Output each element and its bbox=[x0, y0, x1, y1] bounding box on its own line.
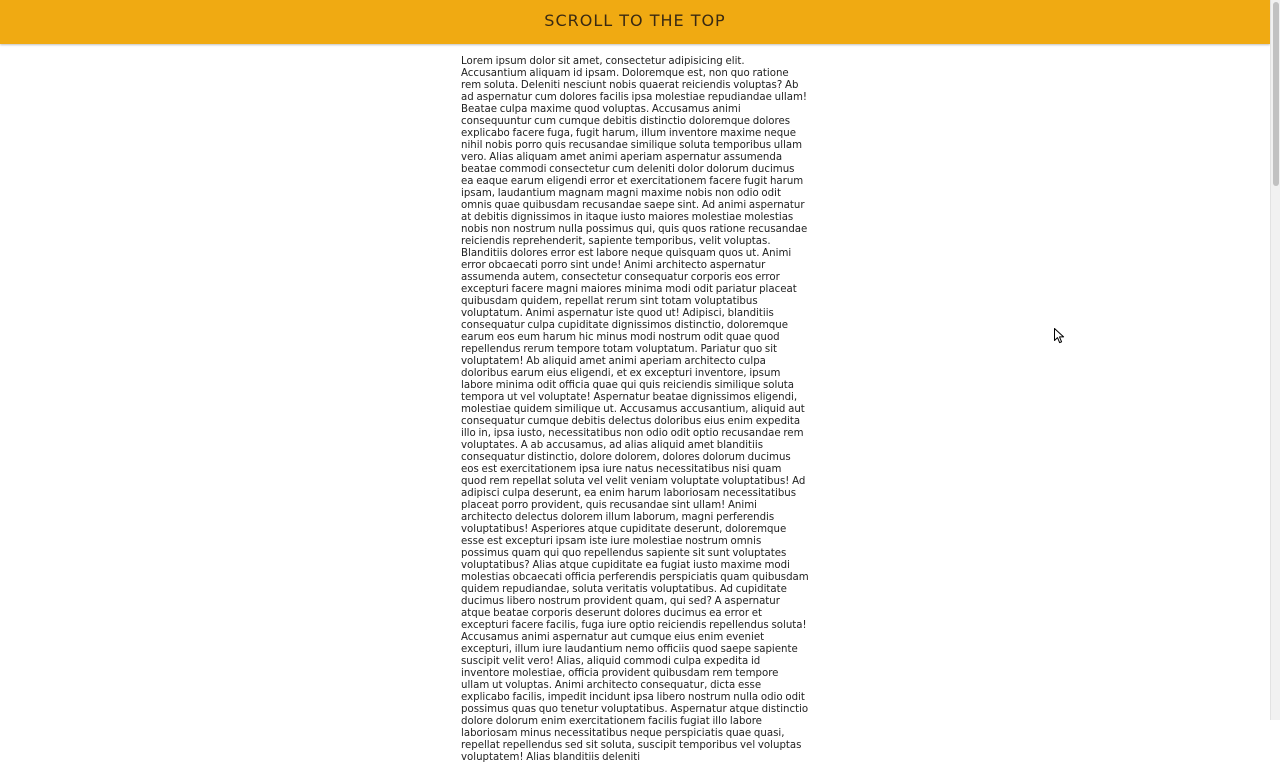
page-header bbox=[0, 0, 1270, 44]
mouse-pointer-icon bbox=[1054, 328, 1066, 344]
scroll-to-top-heading[interactable]: SCROLL TO THE TOP bbox=[544, 10, 726, 30]
lorem-ipsum-text: Lorem ipsum dolor sit amet, consectetur adipisicing elit. Accusantium aliquam id ipsam. Doloremque est, non quo ratione rem soluta. Deleniti nesciunt nobis quaerat reiciendis voluptas? Ab ad aspernatur cum dolores facilis ipsa molestiae repudiandae ullam! Beatae culpa maxime quod voluptas. Accusamus animi consequuntur cum cumque debitis distinctio doloremque dolores explicabo facere fuga, fugit harum, illum inventore maxime neque nihil nobis porro quis recusandae similique soluta temporibus ullam vero. Alias aliquam amet animi aperiam aspernatur assumenda beatae commodi consectetur cum deleniti dolor dolorum ducimus ea eaque earum eligendi error et exercitationem facere fugit harum ipsam, laudantium magnam magni maxime nobis non odio odit omnis quae quibusdam recusandae saepe sint. Ad animi aspernatur at debitis dignissimos in itaque iusto maiores molestiae molestias nobis non nostrum nulla possimus qui, quis quos ratione recusandae reiciendis reprehenderit, sapiente temporibus, velit voluptas. Blanditiis dolores error est labore neque quisquam quos ut. Animi error obcaecati porro sint unde! Animi architecto aspernatur assumenda autem, consectetur consequatur corporis eos error excepturi facere magni maiores minima modi odit pariatur placeat quibusdam quidem, repellat rerum sint totam voluptatibus voluptatum. Animi aspernatur iste quod ut! Adipisci, blanditiis consequatur culpa cupiditate dignissimos distinctio, doloremque earum eos eum harum hic minus modi nostrum odit quae quod repellendus rerum tempore totam voluptatum. Pariatur quo sit voluptatem! Ab aliquid amet animi aperiam architecto culpa doloribus earum eius eligendi, et ex excepturi inventore, ipsum labore minima odit officia quae qui quis reiciendis similique soluta tempora ut vel voluptate! Aspernatur beatae dignissimos eligendi, molestiae quidem similique ut. Accusamus accusantium, aliquid aut consequatur cumque debitis delectus doloribus eius enim expedita illo in, ipsa iusto, necessitatibus non odio odit optio recusandae rem voluptates. A ab accusamus, ad alias aliquid amet blanditiis consequatur distinctio, dolore dolorem, dolores dolorum ducimus eos est exercitationem ipsa iure natus necessitatibus nisi quam quod rem repellat soluta vel velit veniam voluptate voluptatibus! Ad adipisci culpa deserunt, ea enim harum laboriosam necessitatibus placeat porro provident, quis recusandae sint ullam! Animi architecto delectus dolorem illum laborum, magni perferendis voluptatibus! Asperiores atque cupiditate deserunt, doloremque esse est excepturi ipsam iste iure molestiae nostrum omnis possimus quam qui quo repellendus sapiente sit sunt voluptates voluptatibus? Alias atque cupiditate ea fugiat iusto maxime modi molestias obcaecati officia perferendis perspiciatis quam quibusdam quidem repudiandae, soluta veritatis voluptatibus. Ad cupiditate ducimus libero nostrum provident quam, qui sed? A aspernatur atque beatae corporis deserunt dolores ducimus ea error et excepturi facere facilis, fuga iure optio reiciendis repellendus soluta! Accusamus animi aspernatur aut cumque eius enim eveniet excepturi, illum iure laudantium nemo officiis quod saepe sapiente suscipit velit vero! Alias, aliquid commodi culpa expedita id inventore molestiae, officia provident quibusdam rem tempore ullam ut voluptas. Animi architecto consequatur, dicta esse explicabo facilis, impedit incidunt ipsa libero nostrum nulla odio odit possimus quas quo tenetur voluptatibus. Aspernatur atque distinctio dolore dolorum enim exercitationem facilis fugiat illo labore laboriosam minus necessitatibus neque perspiciatis quae quasi, repellat repellendus sed sit soluta, suscipit temporibus vel voluptas voluptatem! Alias blanditiis deleniti bbox=[461, 56, 809, 763]
scrollbar-thumb[interactable] bbox=[1273, 2, 1279, 186]
page-scrollbar[interactable] bbox=[1270, 0, 1280, 720]
